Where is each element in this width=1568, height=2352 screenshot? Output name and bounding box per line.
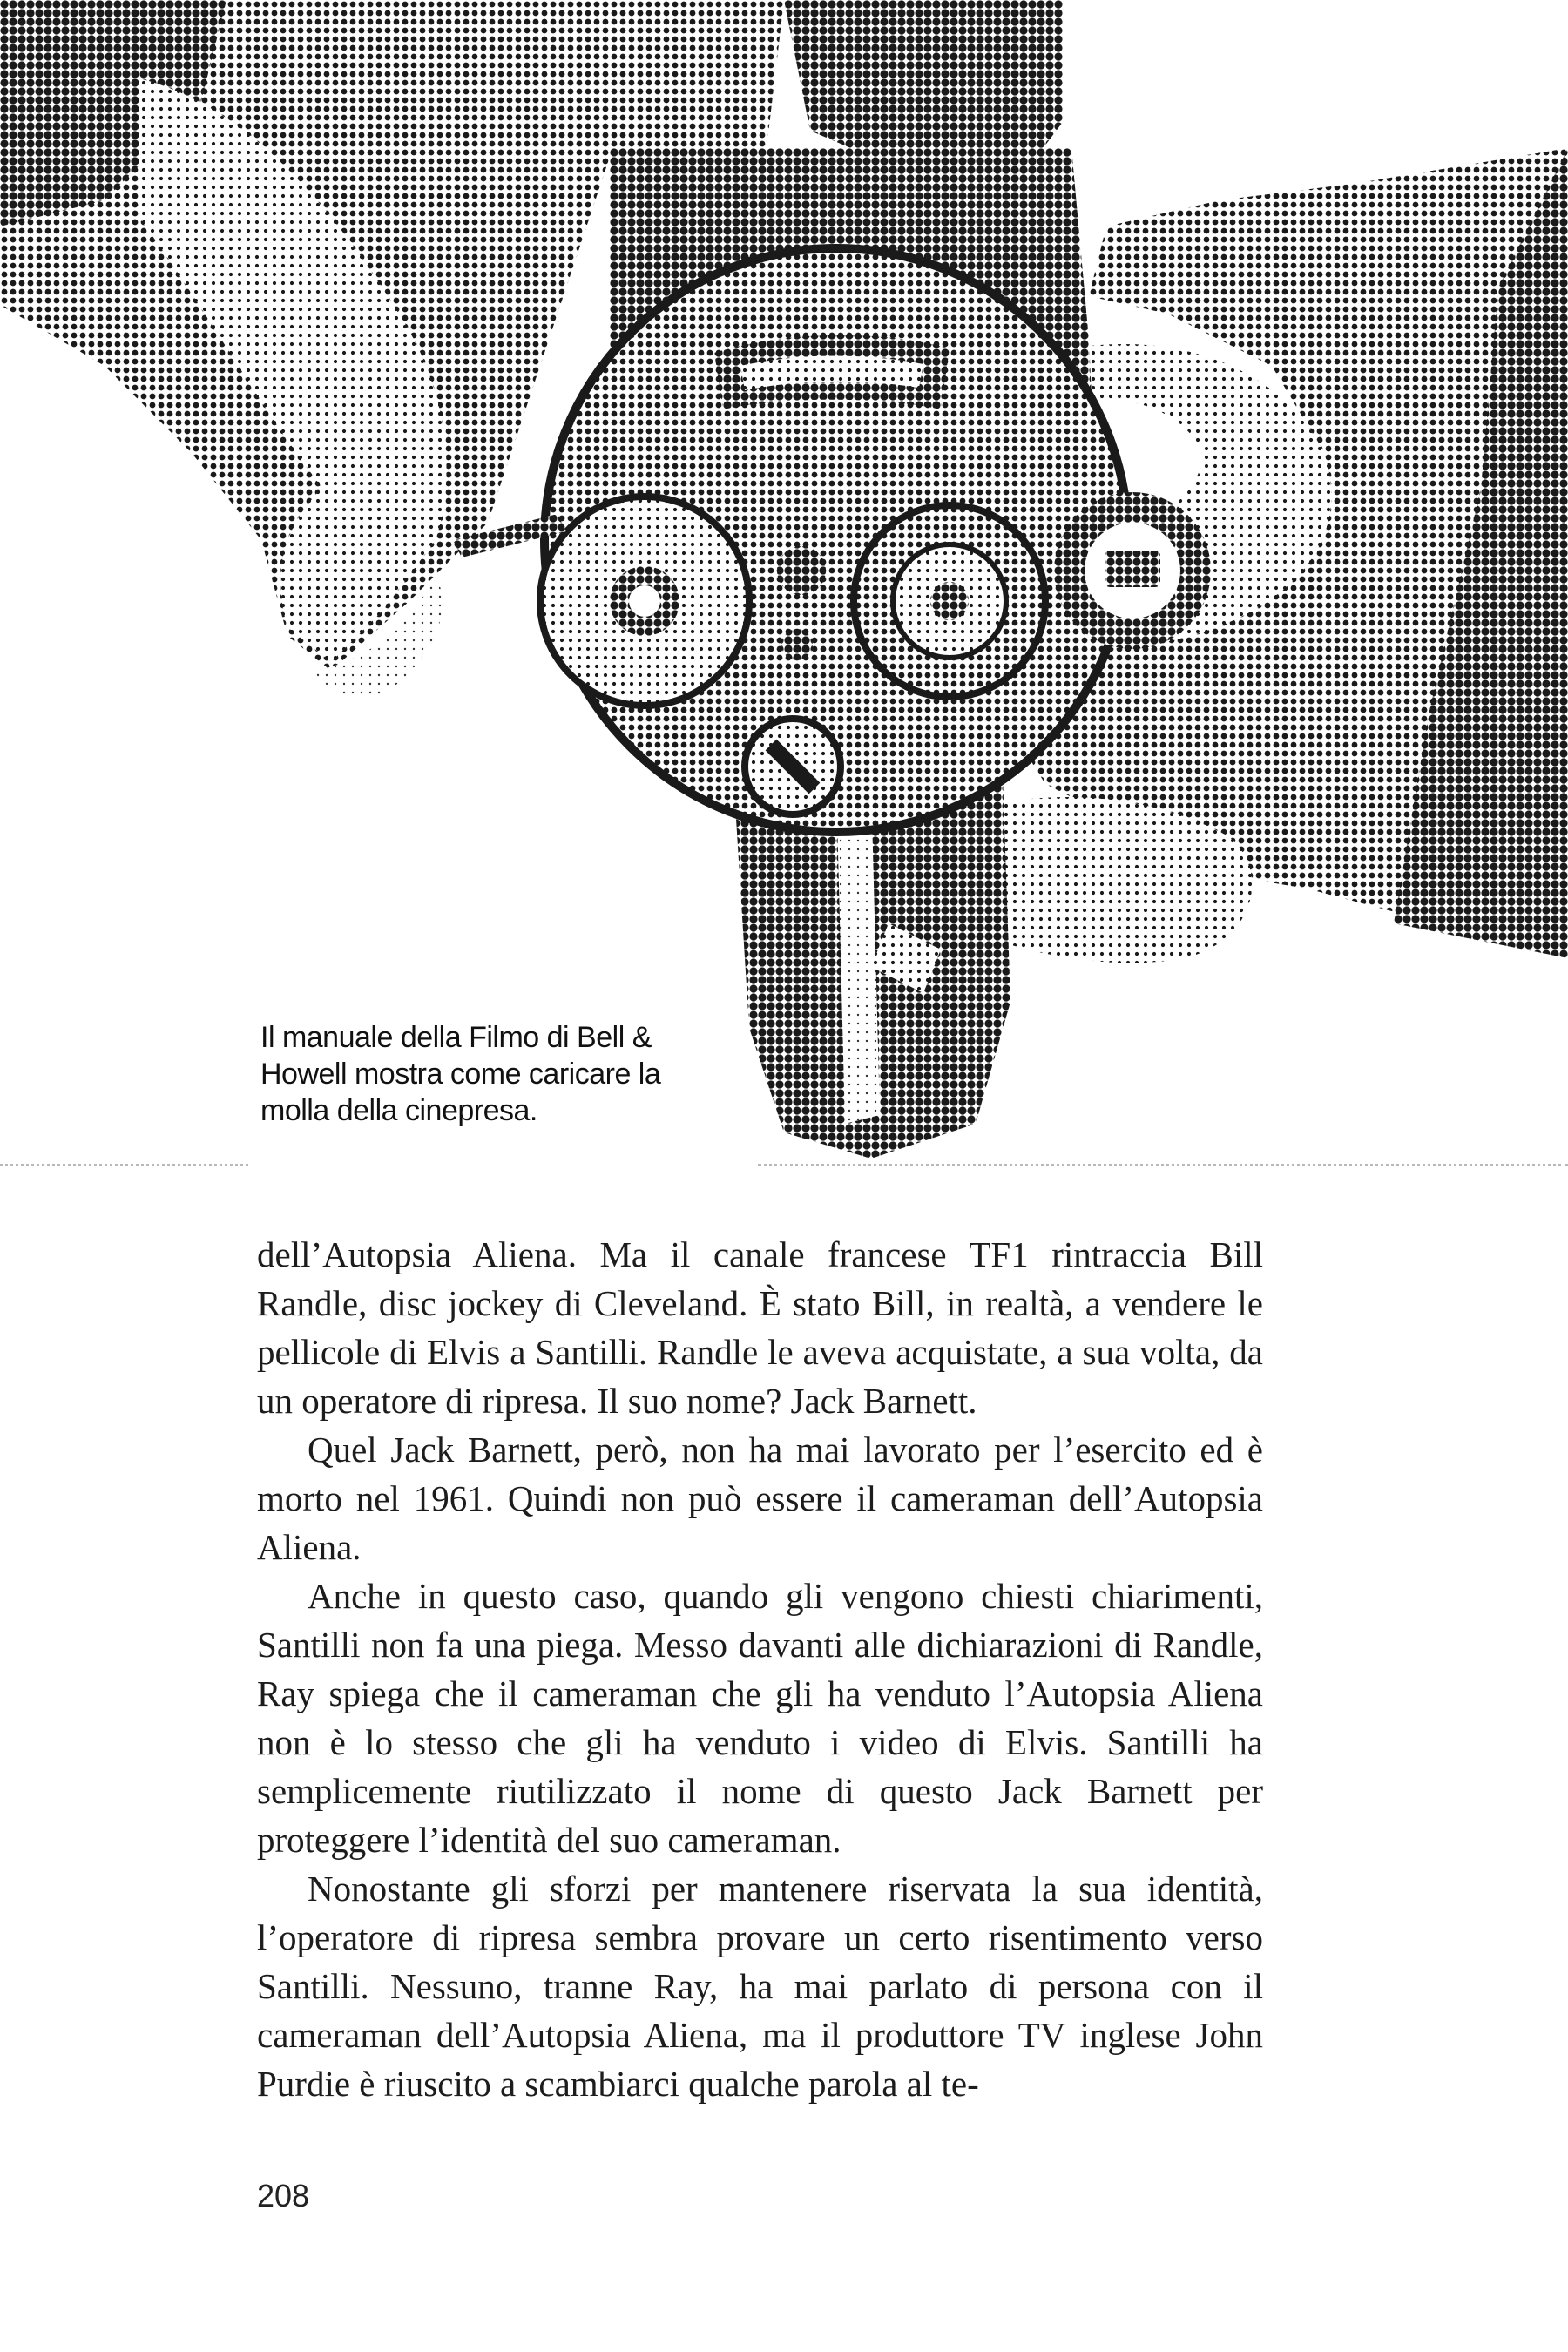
paragraph: Quel Jack Barnett, però, non ha mai lavorato per l’esercito ed è morto nel 1961. Quindi non può essere il cameraman dell’Autopsia Aliena.	[257, 1429, 1263, 1567]
paragraph: dell’Autopsia Aliena. Ma il canale francese TF1 rintraccia Bill Randle, disc jockey di Cleveland. È stato Bill, in realtà, a vendere le pellicole di Elvis a Santilli. Randle le aveva acquistate, a sua volta, da un operatore di ripresa. Il suo nome? Jack Barnett.	[257, 1234, 1263, 1421]
figure-caption: Il manuale della Filmo di Bell & Howell mostra come caricare la molla della cinepresa.	[257, 1017, 717, 1131]
page-number: 208	[257, 2178, 310, 2213]
camera-body-shape	[784, 0, 1063, 166]
body-text	[257, 1230, 1263, 2108]
divider-line-right	[758, 1164, 1568, 1166]
divider-line-left	[0, 1164, 248, 1166]
paragraph: Anche in questo caso, quando gli vengono chiesti chiarimenti, Santilli non fa una piega. Messo davanti alle dichiarazioni di Randle, Ray spiega che il cameraman che gli ha venduto l’Autopsia Aliena non è lo stesso che gli ha venduto i video di Elvis. Santilli ha semplicemente riutilizzato il nome di questo Jack Barnett per proteggere l’identità del suo cameraman.	[257, 1576, 1263, 1860]
paragraph: Nonostante gli sforzi per mantenere riservata la sua identità, l’operatore di ripresa sembra provare un certo risentimento verso Santilli. Nessuno, tranne Ray, ha mai parlato di persona con il cameraman dell’Autopsia Aliena, ma il produttore TV inglese John Purdie è riuscito a scambiarci qualche parola al te-	[257, 1869, 1263, 2104]
